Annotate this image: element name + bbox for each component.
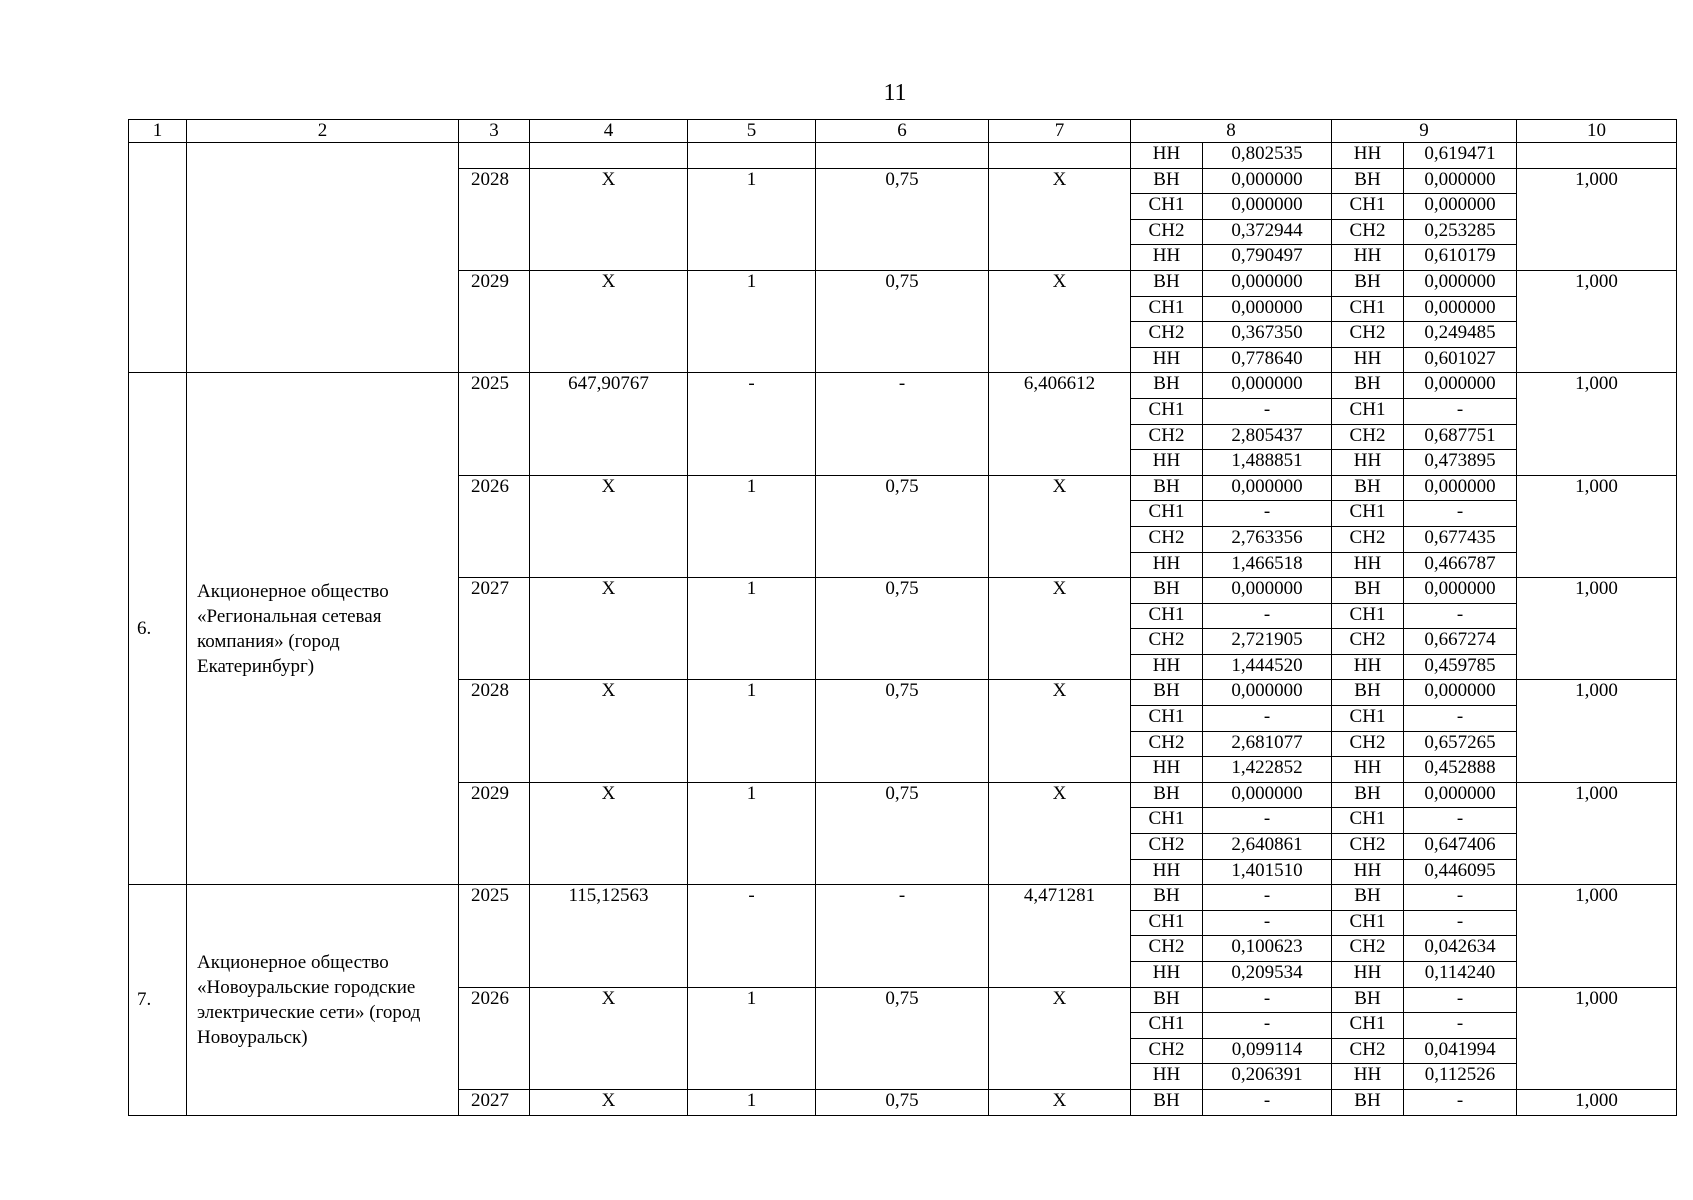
voltage-level-label: НН: [1131, 962, 1203, 988]
col5-cell: 1: [688, 168, 816, 270]
value-cell: 0,000000: [1404, 373, 1517, 399]
col4-cell: X: [530, 475, 688, 577]
value-cell: -: [1203, 987, 1332, 1013]
voltage-level-label: СН1: [1131, 398, 1203, 424]
col10-cell: 1,000: [1517, 782, 1677, 884]
value-cell: 0,619471: [1404, 143, 1517, 169]
col6-cell: -: [816, 373, 989, 475]
value-cell: 0,657265: [1404, 731, 1517, 757]
value-cell: -: [1203, 885, 1332, 911]
col7-cell: X: [989, 680, 1131, 782]
voltage-level-label: НН: [1332, 245, 1404, 271]
voltage-level-label: СН1: [1332, 501, 1404, 527]
year-cell: 2026: [459, 987, 530, 1089]
voltage-level-label: ВН: [1332, 680, 1404, 706]
voltage-level-label: СН2: [1131, 526, 1203, 552]
year-cell: 2025: [459, 373, 530, 475]
column-header-8: 8: [1131, 120, 1332, 143]
column-header-4: 4: [530, 120, 688, 143]
col5-cell: -: [688, 373, 816, 475]
cell-col1-continued: [129, 143, 187, 373]
voltage-level-label: СН2: [1332, 834, 1404, 860]
col7-cell: X: [989, 782, 1131, 884]
col10-cell: 1,000: [1517, 373, 1677, 475]
value-cell: 0,114240: [1404, 962, 1517, 988]
value-cell: -: [1404, 603, 1517, 629]
col7-cell: X: [989, 270, 1131, 372]
value-cell: -: [1404, 398, 1517, 424]
voltage-level-label: СН1: [1131, 910, 1203, 936]
col4-cell: X: [530, 1089, 688, 1115]
col5-cell: 1: [688, 1089, 816, 1115]
voltage-level-label: ВН: [1131, 475, 1203, 501]
value-cell: 2,763356: [1203, 526, 1332, 552]
value-cell: 0,473895: [1404, 450, 1517, 476]
col10-cell: 1,000: [1517, 1089, 1677, 1115]
voltage-level-label: НН: [1332, 347, 1404, 373]
col10-cell: 1,000: [1517, 475, 1677, 577]
col6-cell: 0,75: [816, 782, 989, 884]
voltage-level-label: НН: [1131, 552, 1203, 578]
voltage-level-label: СН1: [1131, 1013, 1203, 1039]
voltage-level-label: ВН: [1131, 680, 1203, 706]
voltage-level-label: ВН: [1131, 782, 1203, 808]
voltage-level-label: СН1: [1332, 706, 1404, 732]
voltage-level-label: ВН: [1332, 1089, 1404, 1115]
value-cell: -: [1404, 808, 1517, 834]
column-header-6: 6: [816, 120, 989, 143]
table-row: [129, 885, 1677, 911]
year-cell: 2028: [459, 680, 530, 782]
voltage-level-label: ВН: [1332, 373, 1404, 399]
col7-cell: 4,471281: [989, 885, 1131, 987]
value-cell: 0,667274: [1404, 629, 1517, 655]
value-cell: 0,000000: [1404, 194, 1517, 220]
voltage-level-label: СН1: [1332, 1013, 1404, 1039]
voltage-level-label: СН1: [1332, 398, 1404, 424]
value-cell: 0,000000: [1404, 782, 1517, 808]
cell-empty: [530, 143, 688, 169]
voltage-level-label: СН2: [1332, 322, 1404, 348]
col5-cell: 1: [688, 987, 816, 1089]
voltage-level-label: НН: [1332, 654, 1404, 680]
value-cell: 0,459785: [1404, 654, 1517, 680]
col5-cell: 1: [688, 578, 816, 680]
value-cell: -: [1203, 501, 1332, 527]
value-cell: 0,000000: [1404, 578, 1517, 604]
value-cell: 0,000000: [1404, 475, 1517, 501]
year-cell: 2029: [459, 270, 530, 372]
col4-cell: X: [530, 578, 688, 680]
voltage-level-label: НН: [1131, 859, 1203, 885]
column-header-9: 9: [1332, 120, 1517, 143]
col4-cell: X: [530, 987, 688, 1089]
voltage-level-label: ВН: [1131, 885, 1203, 911]
voltage-level-label: НН: [1332, 1064, 1404, 1090]
voltage-level-label: СН1: [1332, 910, 1404, 936]
voltage-level-label: НН: [1131, 347, 1203, 373]
col4-cell: 115,12563: [530, 885, 688, 987]
table-body: [129, 120, 1677, 1116]
voltage-level-label: ВН: [1332, 782, 1404, 808]
value-cell: 2,681077: [1203, 731, 1332, 757]
value-cell: 0,466787: [1404, 552, 1517, 578]
value-cell: -: [1404, 501, 1517, 527]
value-cell: 0,206391: [1203, 1064, 1332, 1090]
col7-cell: X: [989, 475, 1131, 577]
value-cell: -: [1203, 1089, 1332, 1115]
value-cell: 0,000000: [1203, 194, 1332, 220]
value-cell: 0,000000: [1203, 782, 1332, 808]
value-cell: 0,802535: [1203, 143, 1332, 169]
col5-cell: -: [688, 885, 816, 987]
column-header-1: 1: [129, 120, 187, 143]
voltage-level-label: СН1: [1131, 194, 1203, 220]
year-cell: 2028: [459, 168, 530, 270]
col10-cell: 1,000: [1517, 885, 1677, 987]
voltage-level-label: ВН: [1332, 885, 1404, 911]
voltage-level-label: ВН: [1332, 475, 1404, 501]
col5-cell: 1: [688, 475, 816, 577]
value-cell: 0,000000: [1203, 578, 1332, 604]
year-cell: 2025: [459, 885, 530, 987]
col6-cell: 0,75: [816, 578, 989, 680]
value-cell: 2,640861: [1203, 834, 1332, 860]
year-cell: 2026: [459, 475, 530, 577]
value-cell: 0,000000: [1203, 296, 1332, 322]
value-cell: 2,721905: [1203, 629, 1332, 655]
col6-cell: 0,75: [816, 270, 989, 372]
col5-cell: 1: [688, 782, 816, 884]
voltage-level-label: СН2: [1131, 629, 1203, 655]
voltage-level-label: ВН: [1131, 1089, 1203, 1115]
col10-cell: 1,000: [1517, 270, 1677, 372]
voltage-level-label: СН2: [1131, 219, 1203, 245]
cell-empty: [459, 143, 530, 169]
col6-cell: 0,75: [816, 1089, 989, 1115]
cell-empty: [816, 143, 989, 169]
col10-cell: 1,000: [1517, 168, 1677, 270]
voltage-level-label: СН2: [1332, 731, 1404, 757]
voltage-level-label: ВН: [1332, 270, 1404, 296]
value-cell: -: [1203, 1013, 1332, 1039]
year-cell: 2027: [459, 1089, 530, 1115]
voltage-level-label: СН1: [1131, 603, 1203, 629]
voltage-level-label: СН2: [1131, 834, 1203, 860]
cell-empty: [989, 143, 1131, 169]
col4-cell: X: [530, 270, 688, 372]
col6-cell: 0,75: [816, 168, 989, 270]
col5-cell: 1: [688, 270, 816, 372]
value-cell: 0,000000: [1203, 270, 1332, 296]
value-cell: 0,452888: [1404, 757, 1517, 783]
year-cell: 2027: [459, 578, 530, 680]
org-name: Акционерное общество «Новоуральские городские электрические сети» (город Новоуральск): [187, 885, 459, 1115]
value-cell: -: [1404, 987, 1517, 1013]
voltage-level-label: СН2: [1131, 731, 1203, 757]
column-header-10: 10: [1517, 120, 1677, 143]
value-cell: 0,000000: [1404, 680, 1517, 706]
voltage-level-label: СН2: [1131, 1038, 1203, 1064]
column-header-2: 2: [187, 120, 459, 143]
tariff-table: [128, 119, 1677, 1116]
value-cell: 0,601027: [1404, 347, 1517, 373]
value-cell: 0,446095: [1404, 859, 1517, 885]
col4-cell: X: [530, 680, 688, 782]
value-cell: 0,687751: [1404, 424, 1517, 450]
cell-empty: [1517, 143, 1677, 169]
value-cell: -: [1203, 603, 1332, 629]
value-cell: 0,790497: [1203, 245, 1332, 271]
value-cell: 1,444520: [1203, 654, 1332, 680]
col6-cell: 0,75: [816, 475, 989, 577]
value-cell: 0,000000: [1203, 373, 1332, 399]
value-cell: 0,367350: [1203, 322, 1332, 348]
value-cell: -: [1203, 910, 1332, 936]
value-cell: -: [1404, 910, 1517, 936]
voltage-level-label: НН: [1131, 245, 1203, 271]
page-number: 11: [883, 80, 907, 106]
col5-cell: 1: [688, 680, 816, 782]
org-number: 7.: [129, 885, 187, 1115]
col7-cell: X: [989, 987, 1131, 1089]
col6-cell: -: [816, 885, 989, 987]
value-cell: 0,000000: [1404, 296, 1517, 322]
column-header-3: 3: [459, 120, 530, 143]
value-cell: 0,249485: [1404, 322, 1517, 348]
value-cell: 0,209534: [1203, 962, 1332, 988]
value-cell: 0,647406: [1404, 834, 1517, 860]
value-cell: 1,488851: [1203, 450, 1332, 476]
voltage-level-label: НН: [1131, 654, 1203, 680]
col6-cell: 0,75: [816, 680, 989, 782]
col7-cell: X: [989, 168, 1131, 270]
voltage-level-label: СН1: [1332, 603, 1404, 629]
value-cell: 0,042634: [1404, 936, 1517, 962]
voltage-level-label: НН: [1332, 450, 1404, 476]
cell-empty: [688, 143, 816, 169]
header-row: [129, 120, 1677, 143]
voltage-level-label: СН2: [1332, 424, 1404, 450]
voltage-level-label: СН2: [1131, 322, 1203, 348]
voltage-level-label: ВН: [1131, 373, 1203, 399]
voltage-level-label: СН1: [1332, 296, 1404, 322]
value-cell: 0,099114: [1203, 1038, 1332, 1064]
voltage-level-label: СН1: [1131, 706, 1203, 732]
value-cell: -: [1203, 706, 1332, 732]
value-cell: -: [1404, 1089, 1517, 1115]
col6-cell: 0,75: [816, 987, 989, 1089]
value-cell: 1,401510: [1203, 859, 1332, 885]
col7-cell: 6,406612: [989, 373, 1131, 475]
voltage-level-label: НН: [1131, 757, 1203, 783]
col10-cell: 1,000: [1517, 578, 1677, 680]
table-row: [129, 373, 1677, 399]
voltage-level-label: НН: [1332, 962, 1404, 988]
voltage-level-label: ВН: [1131, 987, 1203, 1013]
voltage-level-label: НН: [1332, 552, 1404, 578]
voltage-level-label: НН: [1131, 450, 1203, 476]
value-cell: -: [1203, 808, 1332, 834]
voltage-level-label: СН2: [1332, 936, 1404, 962]
voltage-level-label: СН2: [1332, 629, 1404, 655]
voltage-level-label: СН1: [1131, 296, 1203, 322]
value-cell: -: [1404, 1013, 1517, 1039]
value-cell: 1,422852: [1203, 757, 1332, 783]
org-number: 6.: [129, 373, 187, 885]
voltage-level-label: ВН: [1131, 270, 1203, 296]
voltage-level-label: ВН: [1131, 578, 1203, 604]
voltage-level-label: НН: [1131, 143, 1203, 169]
value-cell: 0,610179: [1404, 245, 1517, 271]
col7-cell: X: [989, 578, 1131, 680]
voltage-level-label: СН1: [1131, 808, 1203, 834]
voltage-level-label: СН2: [1131, 424, 1203, 450]
value-cell: 0,000000: [1404, 270, 1517, 296]
value-cell: 0,100623: [1203, 936, 1332, 962]
value-cell: 1,466518: [1203, 552, 1332, 578]
voltage-level-label: СН1: [1332, 194, 1404, 220]
org-name: Акционерное общество «Региональная сетевая компания» (город Екатеринбург): [187, 373, 459, 885]
voltage-level-label: СН2: [1332, 526, 1404, 552]
year-cell: 2029: [459, 782, 530, 884]
value-cell: 0,000000: [1404, 168, 1517, 194]
voltage-level-label: СН2: [1332, 219, 1404, 245]
voltage-level-label: НН: [1332, 859, 1404, 885]
voltage-level-label: ВН: [1332, 987, 1404, 1013]
col10-cell: 1,000: [1517, 680, 1677, 782]
value-cell: 0,000000: [1203, 168, 1332, 194]
value-cell: -: [1404, 885, 1517, 911]
voltage-level-label: НН: [1332, 757, 1404, 783]
voltage-level-label: ВН: [1332, 578, 1404, 604]
value-cell: 0,112526: [1404, 1064, 1517, 1090]
col4-cell: X: [530, 168, 688, 270]
voltage-level-label: СН1: [1332, 808, 1404, 834]
voltage-level-label: ВН: [1131, 168, 1203, 194]
value-cell: -: [1404, 706, 1517, 732]
col4-cell: 647,90767: [530, 373, 688, 475]
cell-col2-continued: [187, 143, 459, 373]
value-cell: 0,000000: [1203, 475, 1332, 501]
value-cell: 0,778640: [1203, 347, 1332, 373]
value-cell: 0,000000: [1203, 680, 1332, 706]
value-cell: -: [1203, 398, 1332, 424]
col7-cell: X: [989, 1089, 1131, 1115]
value-cell: 0,677435: [1404, 526, 1517, 552]
value-cell: 0,372944: [1203, 219, 1332, 245]
value-cell: 2,805437: [1203, 424, 1332, 450]
value-cell: 0,041994: [1404, 1038, 1517, 1064]
voltage-level-label: СН1: [1131, 501, 1203, 527]
voltage-level-label: НН: [1332, 143, 1404, 169]
col4-cell: X: [530, 782, 688, 884]
voltage-level-label: НН: [1131, 1064, 1203, 1090]
column-header-7: 7: [989, 120, 1131, 143]
voltage-level-label: СН2: [1332, 1038, 1404, 1064]
value-cell: 0,253285: [1404, 219, 1517, 245]
table-row: [129, 143, 1677, 169]
voltage-level-label: СН2: [1131, 936, 1203, 962]
col10-cell: 1,000: [1517, 987, 1677, 1089]
column-header-5: 5: [688, 120, 816, 143]
voltage-level-label: ВН: [1332, 168, 1404, 194]
